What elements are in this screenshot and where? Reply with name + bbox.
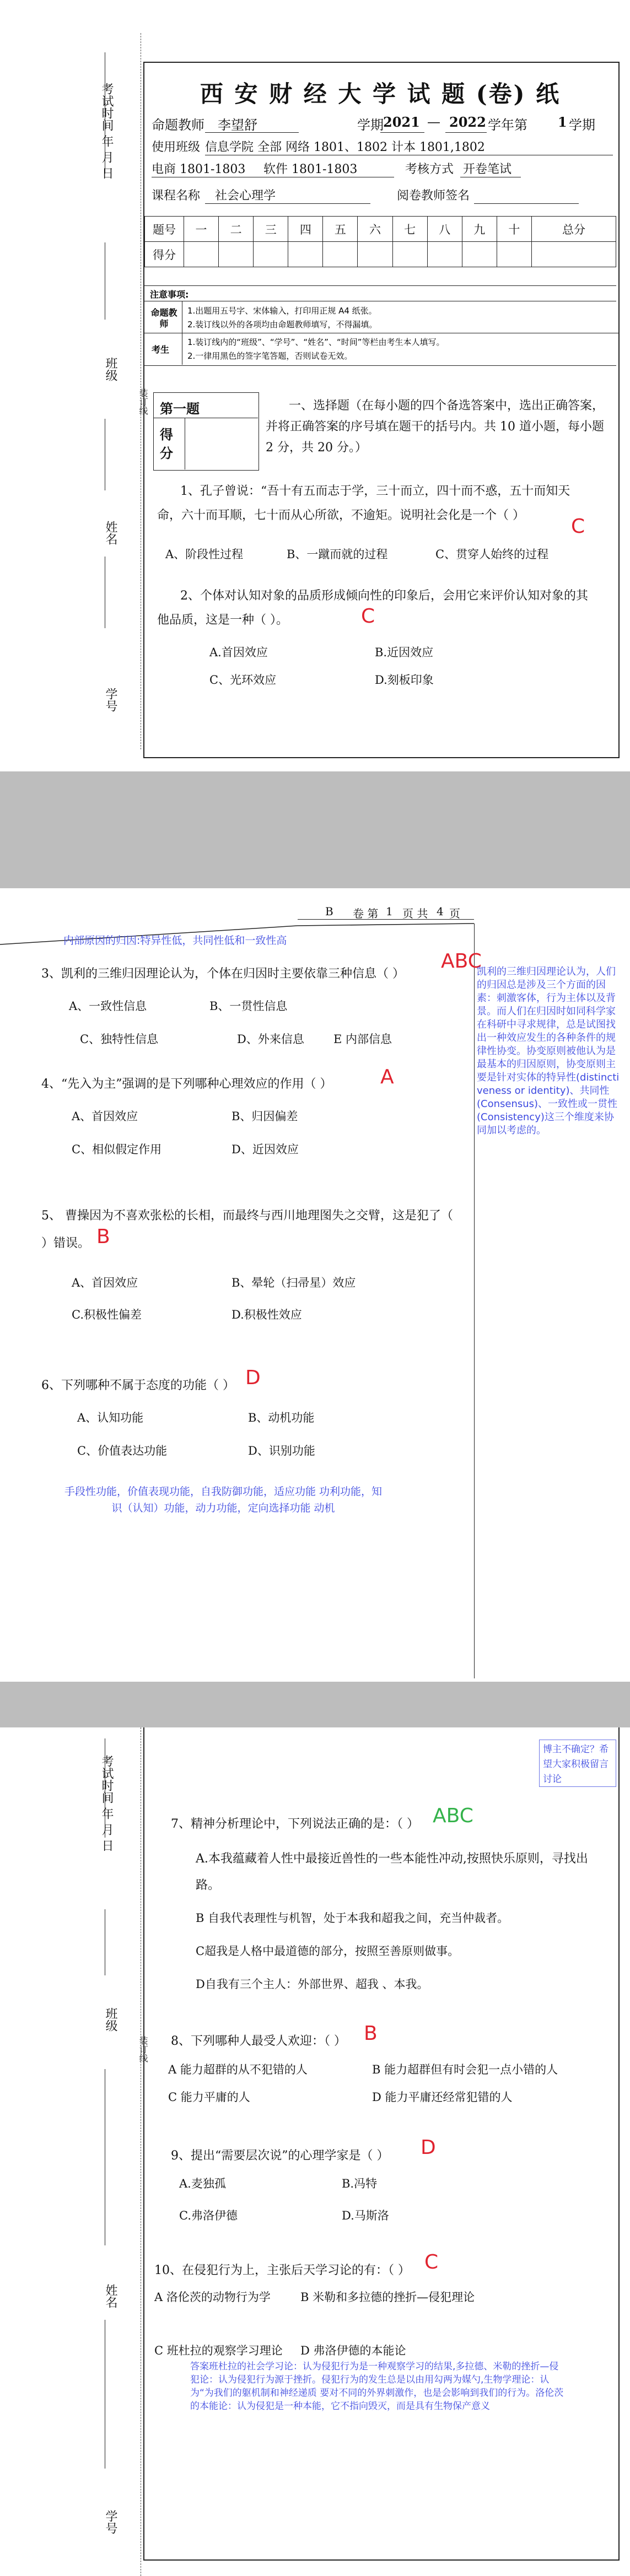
question-6-text: 6、下列哪种不属于态度的功能（ ） <box>41 1379 235 1392</box>
score-cell <box>288 242 323 267</box>
question-number: 二 <box>219 217 254 242</box>
question-4-answer: A <box>380 1066 394 1088</box>
question-7-option-a: A.本我蕴藏着人性中最接近兽性的一些本能性冲动,按照快乐原则，寻找出路。 <box>196 1852 588 1892</box>
question-1-text: 1、孔子曾说：“吾十有五而志于学，三十而立，四十而不惑，五十而知天命，六十而耳顺，七十而从心所欲，不逾矩。说明社会化是一个（ ） <box>157 484 570 522</box>
kelley-theory-note: 凯利的三维归因理论认为，人们的归因总是涉及三个方面的因素：刺激客体，行为主体以及背景。而人们在归因时如同科学家在科研中寻求规律，总是试图找出一种效应发生的各种条件的规律性协变。协变原则被他认为是最基本的归因原则，协变原则主要是针对实体的特异性(distinctiveness or identity)、共同性(Consensus)、一致性或一贯性(Consistency)这三个维度来协同加以考虑的。 <box>477 966 620 1136</box>
question-number: 五 <box>323 217 358 242</box>
question-2-text: 2、个体对认知对象的品质形成倾向性的印象后，会用它来评价认知对象的其他品质，这是一种（ ）。 <box>157 589 588 627</box>
class-label-text: 使用班级 <box>152 141 201 154</box>
name-label: 姓名 <box>104 521 117 545</box>
total-label: 总分 <box>532 217 616 242</box>
exam-date-label: 考试时间 年 月 日 <box>100 1755 114 1851</box>
question-9-answer: D <box>421 2136 436 2159</box>
question-10-option-b: B 米勒和多拉德的挫折—侵犯理论 <box>300 2291 475 2304</box>
header-page-number: 1 <box>386 905 393 918</box>
question-number: 四 <box>288 217 323 242</box>
exam-date-label: 考试时间 年 月 日 <box>100 83 114 179</box>
class-label: 班级 <box>104 357 117 381</box>
question-2-answer: C <box>361 605 375 628</box>
term-number: 1 <box>558 114 567 130</box>
score-cell <box>219 242 254 267</box>
notes-setter-1: 1.出题用五号字、宋体输入，打印用正规 A4 纸张。 <box>187 306 377 316</box>
exam-page-2 <box>0 888 630 1682</box>
question-9-option-c: C.弗洛伊德 <box>179 2209 238 2222</box>
section-label: 第一题 <box>160 401 200 417</box>
class-line-2b: 软件 1801-1803 <box>263 163 358 176</box>
question-number: 七 <box>392 217 427 242</box>
question-8-option-a: A 能力超群的从不犯错的人 <box>168 2063 308 2076</box>
exam-mode-label: 考核方式 <box>405 163 454 176</box>
question-1-answer: C <box>571 515 585 538</box>
question-4-option-a: A、首因效应 <box>72 1110 138 1123</box>
student-id-label: 学号 <box>104 2510 117 2534</box>
notes-student-1: 1.装订线内的“班级”、“学号”、“姓名”、“时间”等栏由考生本人填写。 <box>187 337 445 347</box>
question-2-option-d: D.刻板印象 <box>375 673 434 687</box>
question-number: 九 <box>462 217 497 242</box>
question-4-option-b: B、归因偏差 <box>231 1110 298 1123</box>
question-9-text: 9、提出“需要层次说”的心理学家是（ ） <box>171 2149 389 2163</box>
header-page-unit: 页 <box>449 907 460 920</box>
year-to: 2022 <box>449 114 486 130</box>
course-name: 社会心理学 <box>215 189 276 203</box>
question-3-option-b: B、一贯性信息 <box>209 1000 288 1013</box>
question-3-text: 3、凯利的三维归因理论认为，个体在归因时主要依靠三种信息（ ） <box>41 967 405 981</box>
question-4-option-c: C、相似假定作用 <box>72 1143 162 1156</box>
question-number: 十 <box>497 217 531 242</box>
class-label: 班级 <box>104 2007 117 2032</box>
question-7-text: 7、精神分析理论中，下列说法正确的是：（ ） <box>171 1817 419 1831</box>
notes-student-2: 2.一律用黑色的签字笔答题，否则试卷无效。 <box>187 351 353 361</box>
grader-label: 阅卷教师签名 <box>397 189 470 203</box>
question-6-option-d: D、识别功能 <box>248 1444 315 1457</box>
score-cell <box>392 242 427 267</box>
question-3-option-a: A、一致性信息 <box>69 1000 147 1013</box>
question-8-answer: B <box>364 2022 378 2045</box>
question-1-option-a: A、阶段性过程 <box>165 548 244 561</box>
score-cell <box>497 242 531 267</box>
question-3-option-e: E 内部信息 <box>333 1033 392 1046</box>
question-6-answer: D <box>245 1367 261 1389</box>
question-1-option-c: C、贯穿人始终的过程 <box>435 548 549 561</box>
question-10-option-a: A 洛伦茨的动物行为学 <box>154 2291 271 2304</box>
attitude-function-note: 手段性功能，价值表现功能，自我防御功能，适应功能 功利功能，知识（认知）功能，动力功能，定向选择功能 动机 <box>64 1486 383 1514</box>
course-label: 课程名称 <box>152 189 201 203</box>
question-10-option-d: D 弗洛伊德的本能论 <box>300 2344 406 2357</box>
notes-setter-2: 2.装订线以外的各项均由命题教师填写，不得漏填。 <box>187 320 378 330</box>
header-page-label: 卷 第 <box>353 907 379 920</box>
score-cell <box>427 242 462 267</box>
question-8-option-c: C 能力平庸的人 <box>168 2091 250 2104</box>
question-8-text: 8、下列哪种人最受人欢迎：（ ） <box>171 2034 346 2048</box>
score-head-label: 题号 <box>145 217 184 242</box>
header-total-label: 页 共 <box>402 907 428 920</box>
score-cell <box>358 242 392 267</box>
score-cell <box>462 242 497 267</box>
question-9-option-d: D.马斯洛 <box>342 2209 389 2222</box>
question-2-option-c: C、光环效应 <box>209 673 277 687</box>
aggression-theory-note: 答案班杜拉的社会学习论：认为侵犯行为是一种观察学习的结果,多拉德、米勒的挫折—侵犯论：认为侵犯行为源于挫折。侵犯行为的发生总是以由用勾两为媒勺,生物学理论：认为“为我们的躯机制和神经递质 要对不同的外界刺激作，也是会影响到我们的行为。洛伦茨的本能论：认为侵犯是一种本能，它不指向毁灭，而是具有生物保产意义 <box>190 2361 564 2412</box>
exam-page-1 <box>0 0 630 771</box>
term-label: 学期 <box>357 117 384 133</box>
header-total-pages: 4 <box>437 905 444 918</box>
question-7-answer: ABC <box>433 1805 473 1827</box>
question-8-option-d: D 能力平庸还经常犯错的人 <box>372 2091 513 2104</box>
question-9-option-a: A.麦独孤 <box>179 2177 226 2190</box>
score-cell <box>323 242 358 267</box>
question-5-option-c: C.积极性偏差 <box>72 1308 142 1321</box>
uncertain-note: 博主不确定？希望大家积极留言讨论 <box>539 1740 616 1787</box>
score-cell <box>184 242 219 267</box>
total-cell <box>532 242 616 267</box>
question-2-option-b: B.近因效应 <box>375 646 434 659</box>
setter-name: 李望舒 <box>218 117 257 133</box>
header-paper-type: B <box>325 905 333 918</box>
question-4-text: 4、“先入为主”强调的是下列哪种心理效应的作用（ ） <box>41 1077 332 1091</box>
question-9-option-b: B.冯特 <box>342 2177 378 2190</box>
question-5-option-b: B、晕轮（扫帚星）效应 <box>231 1276 356 1289</box>
score-table <box>144 216 616 267</box>
setter-label: 命题教师 <box>152 117 204 133</box>
exam-page-3 <box>0 1727 630 2576</box>
score-cell <box>254 242 288 267</box>
class-line-1: 信息学院 全部 网络 1801、1802 计本 1801,1802 <box>205 141 485 154</box>
page-title: 西 安 财 经 大 学 试 题 (卷) 纸 <box>200 80 561 107</box>
exam-mode: 开卷笔试 <box>463 163 512 176</box>
question-4-option-d: D、近因效应 <box>231 1143 299 1156</box>
question-5-option-a: A、首因效应 <box>72 1276 138 1289</box>
student-id-label: 学号 <box>104 688 117 712</box>
binding-line-label: 装订线 <box>138 2036 148 2062</box>
question-10-text: 10、在侵犯行为上，主张后天学习论的有：（ ） <box>154 2264 410 2277</box>
question-8-option-b: B 能力超群但有时会犯一点小错的人 <box>372 2063 558 2076</box>
section-intro: 一、选择题（在每小题的四个备选答案中，选出正确答案，并将正确答案的序号填在题干的括号内。共 10 道小题，每小题 2 分，共 20 分。） <box>266 399 605 455</box>
question-2-option-a: A.首因效应 <box>209 646 268 659</box>
question-5-option-d: D.积极性效应 <box>231 1308 302 1321</box>
question-5-answer: B <box>96 1225 110 1248</box>
binding-line-label: 装订线 <box>138 388 148 415</box>
notes-title: 注意事项: <box>150 289 189 300</box>
attribution-note: 内部原因的归因:特异性低，共同性低和一致性高 <box>63 935 287 947</box>
notes-student-label: 考生 <box>152 344 170 355</box>
question-6-option-b: B、动机功能 <box>248 1411 315 1424</box>
question-number: 八 <box>427 217 462 242</box>
class-line-2a: 电商 1801-1803 <box>152 163 246 176</box>
question-3-option-c: C、独特性信息 <box>80 1033 159 1046</box>
term-suffix: 学年第 <box>488 117 527 133</box>
question-6-option-c: C、价值表达功能 <box>77 1444 168 1457</box>
question-6-option-a: A、认知功能 <box>77 1411 144 1424</box>
question-7-option-b: B 自我代表理性与机智，处于本我和超我之间，充当仲裁者。 <box>196 1911 509 1925</box>
question-7-option-d: D自我有三个主人：外部世界、超我 、本我。 <box>196 1978 429 1991</box>
notes-setter-label: 命题教师 <box>150 307 177 329</box>
question-10-answer: C <box>424 2251 439 2273</box>
term-unit: 学期 <box>569 117 595 133</box>
question-7-option-c: C超我是人格中最道德的部分，按照至善原则做事。 <box>196 1945 460 1958</box>
question-3-answer: ABC <box>441 950 482 973</box>
question-number: 一 <box>184 217 219 242</box>
year-separator: — <box>427 114 440 129</box>
year-from: 2021 <box>383 114 420 130</box>
score-row-label: 得分 <box>145 242 184 267</box>
question-number: 三 <box>254 217 288 242</box>
section-score-label: 得 分 <box>160 426 173 461</box>
question-number: 六 <box>358 217 392 242</box>
name-label: 姓名 <box>104 2284 117 2308</box>
question-10-option-c: C 班杜拉的观察学习理论 <box>154 2344 283 2357</box>
question-3-option-d: D、外来信息 <box>237 1033 304 1046</box>
question-1-option-b: B、一蹴而就的过程 <box>287 548 388 561</box>
question-5-text: 5、 曹操因为不喜欢张松的长相，而最终与西川地理图失之交臂，这是犯了（ ）错误。 <box>41 1209 453 1250</box>
